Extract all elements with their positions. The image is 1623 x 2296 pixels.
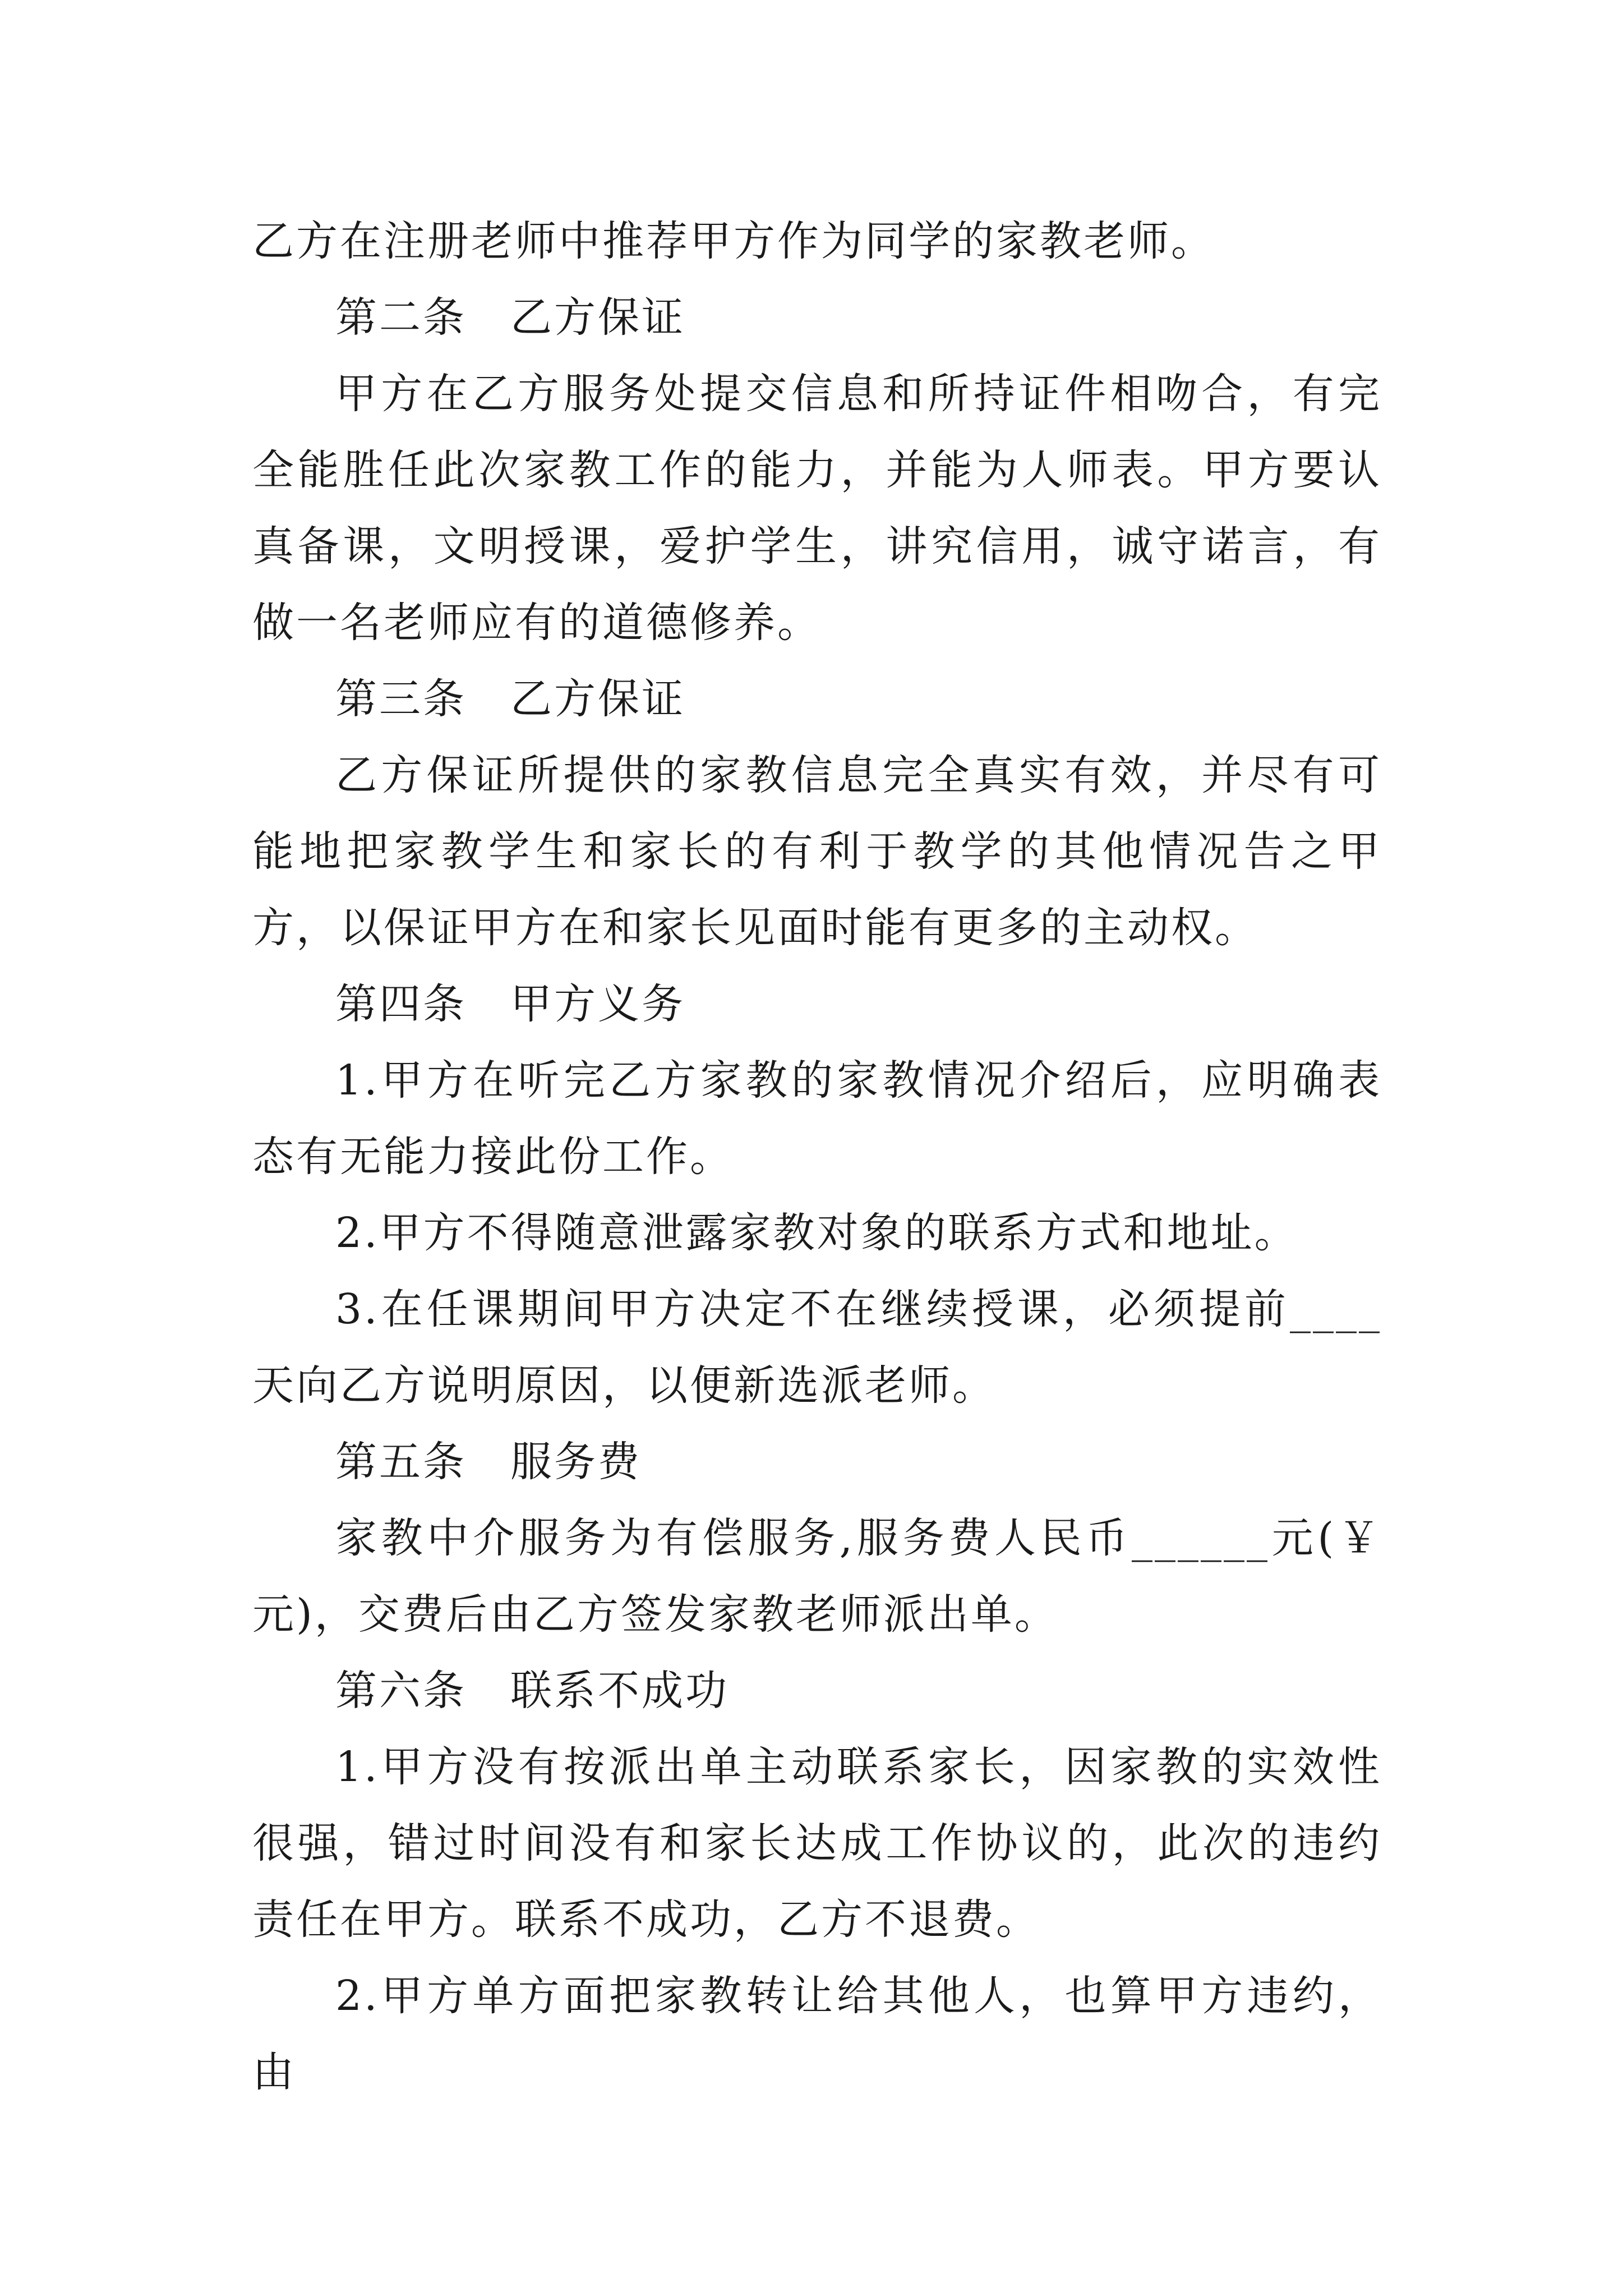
article-4-heading: 第四条 甲方义务 [335, 980, 685, 1028]
article-2-heading: 第二条 乙方保证 [335, 293, 685, 342]
article-3-body: 乙方保证所提供的家教信息完全真实有效，并尽有可能地把家教学生和家长的有利于教学的其他情况告之甲方，以保证甲方在和家长见面时能有更多的主动权。 [252, 751, 1382, 952]
article-3-heading: 第三条 乙方保证 [335, 675, 685, 723]
article-4-item-1: 1.甲方在听完乙方家教的家教情况介绍后，应明确表态有无能力接此份工作。 [252, 1056, 1382, 1181]
article-5-body: 家教中介服务为有偿服务,服务费人民币______元(￥ 元)，交费后由乙方签发家教老师派出单。 [252, 1514, 1382, 1639]
paragraph-intro: 乙方在注册老师中推荐甲方作为同学的家教老师。 [252, 217, 1215, 265]
article-4-item-3: 3.在任课期间甲方决定不在继续授课，必须提前____天向乙方说明原因，以便新选派老师。 [252, 1285, 1382, 1410]
article-6-heading: 第六条 联系不成功 [335, 1667, 729, 1715]
article-6-item-2: 2.甲方单方面把家教转让给其他人，也算甲方违约，由 [252, 1972, 1382, 2096]
article-2-body: 甲方在乙方服务处提交信息和所持证件相吻合，有完全能胜任此次家教工作的能力，并能为人师表。甲方要认真备课，文明授课，爱护学生，讲究信用，诚守诺言，有做一名老师应有的道德修养。 [252, 370, 1382, 647]
article-6-item-1: 1.甲方没有按派出单主动联系家长，因家教的实效性很强，错过时间没有和家长达成工作协议的，此次的违约责任在甲方。联系不成功，乙方不退费。 [252, 1743, 1382, 1944]
article-5-heading: 第五条 服务费 [335, 1438, 642, 1486]
article-4-item-2: 2.甲方不得随意泄露家教对象的联系方式和地址。 [335, 1209, 1298, 1257]
document-body [252, 203, 1382, 2110]
